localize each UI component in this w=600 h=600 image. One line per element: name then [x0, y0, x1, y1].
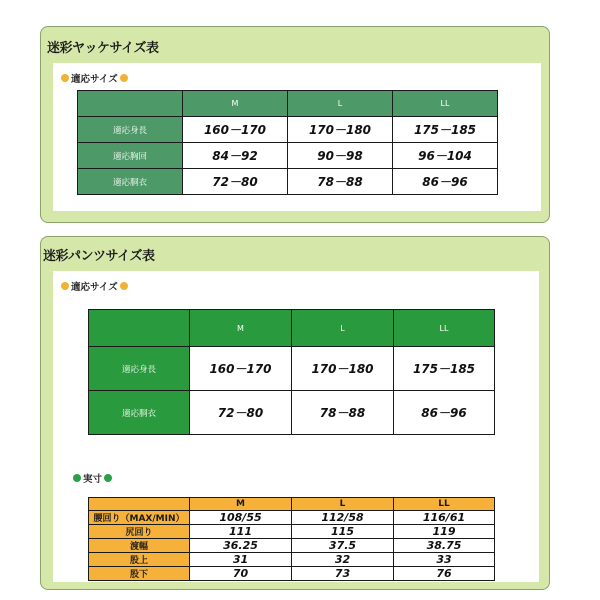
table-cell: 86－96 [394, 391, 495, 435]
actual-size-table [88, 497, 495, 581]
table-cell: 37.5 [292, 539, 394, 553]
row-label: 腰回り（MAX/MIN） [89, 511, 190, 525]
table-row [89, 391, 495, 435]
pants-size-title: 迷彩パンツサイズ表 [43, 249, 155, 264]
table-cell: 72－80 [183, 169, 288, 195]
row-label: 適応胸回 [78, 143, 183, 169]
table-cell: 76 [394, 567, 495, 581]
table-row [89, 567, 495, 581]
actual-size-subhead-label: 実寸 [83, 474, 103, 485]
pants-subhead [61, 279, 128, 293]
column-header: M [183, 91, 288, 117]
table-cell: 78－88 [292, 391, 394, 435]
column-header: L [292, 498, 394, 511]
table-row [89, 553, 495, 567]
green-dot-icon [73, 474, 81, 482]
table-cell: 73 [292, 567, 394, 581]
jacket-subhead [61, 71, 128, 85]
row-label: 適応身長 [89, 347, 190, 391]
table-row [78, 143, 498, 169]
table-cell: 170－180 [292, 347, 394, 391]
table-cell: 175－185 [393, 117, 498, 143]
table-cell: 86－96 [393, 169, 498, 195]
table-row [89, 347, 495, 391]
table-cell: 175－185 [394, 347, 495, 391]
table-cell: 112/58 [292, 511, 394, 525]
yellow-dot-icon [120, 282, 128, 290]
table-cell: 108/55 [190, 511, 292, 525]
column-header: L [292, 310, 394, 347]
table-corner-cell [89, 310, 190, 347]
table-cell: 36.25 [190, 539, 292, 553]
table-row [89, 525, 495, 539]
column-header: LL [394, 498, 495, 511]
row-label: 適応胴衣 [89, 391, 190, 435]
column-header: LL [393, 91, 498, 117]
pants-size-table [88, 309, 495, 435]
table-cell: 33 [394, 553, 495, 567]
table-cell: 32 [292, 553, 394, 567]
jacket-size-panel [40, 26, 550, 223]
jacket-size-title: 迷彩ヤッケサイズ表 [47, 41, 159, 56]
row-label: 渡幅 [89, 539, 190, 553]
table-corner-cell [78, 91, 183, 117]
table-cell: 160－170 [190, 347, 292, 391]
table-cell: 96－104 [393, 143, 498, 169]
yellow-dot-icon [61, 282, 69, 290]
table-cell: 119 [394, 525, 495, 539]
pants-inner-card [53, 271, 539, 582]
jacket-size-table [77, 90, 498, 195]
table-cell: 38.75 [394, 539, 495, 553]
row-label: 股下 [89, 567, 190, 581]
table-cell: 70 [190, 567, 292, 581]
actual-size-subhead [73, 471, 112, 485]
column-header: L [288, 91, 393, 117]
column-header: M [190, 310, 292, 347]
row-label: 尻回り [89, 525, 190, 539]
yellow-dot-icon [120, 74, 128, 82]
table-cell: 170－180 [288, 117, 393, 143]
green-dot-icon [104, 474, 112, 482]
pants-subhead-label: 適応サイズ [71, 282, 118, 293]
yellow-dot-icon [61, 74, 69, 82]
table-row [89, 539, 495, 553]
table-cell: 84－92 [183, 143, 288, 169]
table-cell: 72－80 [190, 391, 292, 435]
table-cell: 116/61 [394, 511, 495, 525]
table-row [89, 511, 495, 525]
pants-size-panel [40, 236, 550, 590]
table-row [78, 169, 498, 195]
table-cell: 160－170 [183, 117, 288, 143]
jacket-subhead-label: 適応サイズ [71, 74, 118, 85]
jacket-inner-card [53, 63, 541, 211]
table-cell: 90－98 [288, 143, 393, 169]
row-label: 適応身長 [78, 117, 183, 143]
column-header: M [190, 498, 292, 511]
table-cell: 111 [190, 525, 292, 539]
table-cell: 115 [292, 525, 394, 539]
row-label: 適応胴衣 [78, 169, 183, 195]
column-header: LL [394, 310, 495, 347]
row-label: 股上 [89, 553, 190, 567]
table-cell: 31 [190, 553, 292, 567]
table-corner-cell [89, 498, 190, 511]
table-row [78, 117, 498, 143]
table-cell: 78－88 [288, 169, 393, 195]
